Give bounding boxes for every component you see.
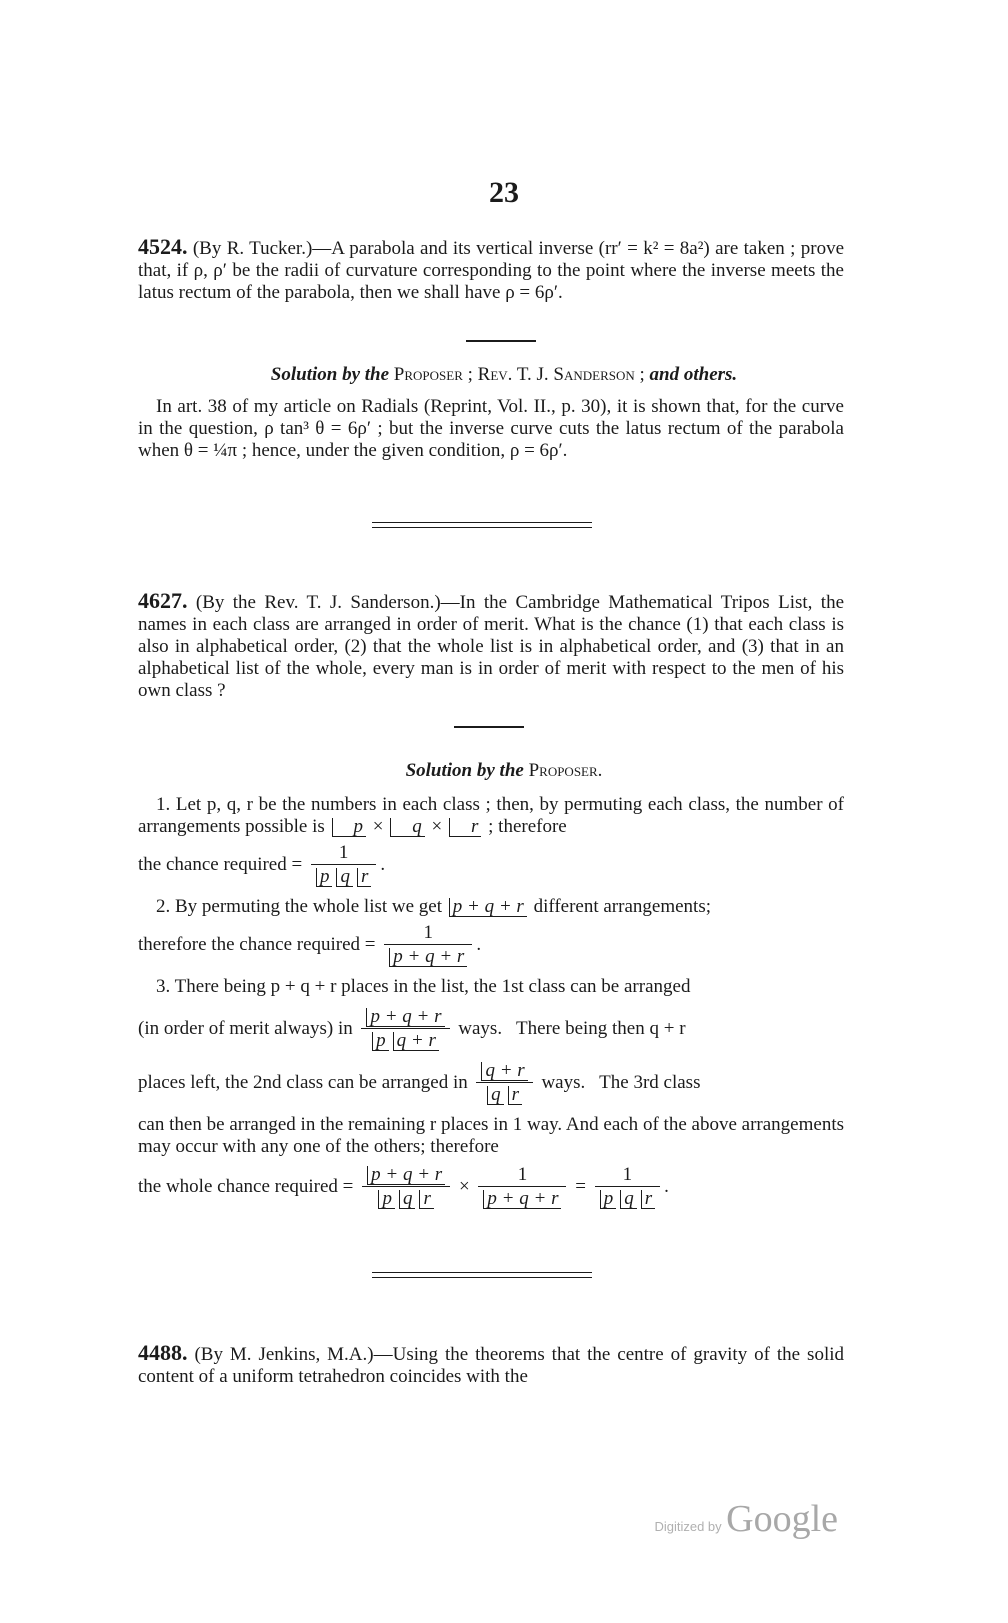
watermark-logo: Google xyxy=(726,1498,838,1540)
fraction: $\frac{1}{\text{p q r}}$ xyxy=(595,1164,660,1211)
solution-step-1: 1. Let p, q, r be the numbers in each class ; then, by permuting each class, the number of arrangements possible is p × q × r ; therefore xyxy=(138,794,844,837)
solution-title-4524: Solution by the Proposer ; Rev. T. J. Sanderson ; and others. xyxy=(270,364,738,385)
solution-step-3c: places left, the 2nd class can be arranged in $\frac{q + r}{\text{q r}}$ ways. The 3rd class xyxy=(138,1060,701,1105)
solution-text-4524: In art. 38 of my article on Radials (Reprint, Vol. II., p. 30), it is shown that, for the curve in the question, ρ tan³ θ = 6ρ′ ; but the inverse curve cuts the latus rectum of the parabola when θ = ¼π ; hence, under the given condition, ρ = 6ρ′. xyxy=(138,396,844,461)
double-rule xyxy=(372,1272,592,1278)
short-rule xyxy=(454,726,524,728)
double-rule xyxy=(372,522,592,528)
chance-1-line: the chance required = $\frac{1}{\text{p q r}}$ . xyxy=(138,842,386,887)
problem-number: 4524. xyxy=(138,234,188,259)
solution-step-3b: (in order of merit always) in $\frac{p + q + r}{\text{p q + r}}$ ways. There being then q + r xyxy=(138,1006,686,1051)
fraction: $\frac{p + q + r}{\text{p q r}}$ xyxy=(362,1164,450,1211)
fraction: $\frac{q + r}{\text{q r}}$ xyxy=(476,1060,532,1107)
watermark-small: Digitized by xyxy=(654,1519,722,1534)
solution-step-3d: can then be arranged in the remaining r places in 1 way. And each of the above arrangements may occur with any one of the others; therefore xyxy=(138,1114,844,1157)
problem-text: (By M. Jenkins, M.A.)—Using the theorems that the centre of gravity of the solid content of a uniform tetrahedron coincides with the xyxy=(138,1344,845,1387)
short-rule xyxy=(466,340,536,342)
chance-2-line: therefore the chance required = $\frac{1}{p + q + r}$ . xyxy=(138,922,482,967)
problem-4627 xyxy=(138,590,844,702)
problem-4524 xyxy=(138,236,844,304)
google-watermark xyxy=(654,1497,838,1541)
fraction: $\frac{p + q + r}{\text{p q + r}}$ xyxy=(361,1006,449,1053)
problem-number: 4627. xyxy=(138,588,188,613)
fraction: $\frac{1}{p + q + r}$ xyxy=(384,922,472,969)
fraction: $\frac{1}{\text{p q r}}$ xyxy=(311,842,376,889)
solution-step-3a: 3. There being p + q + r places in the list, the 1st class can be arranged xyxy=(156,976,691,997)
problem-4488 xyxy=(138,1342,844,1388)
solution-title-4627: Solution by the Proposer. xyxy=(405,760,603,781)
whole-chance-line: the whole chance required = $\frac{p + q + r}{\text{p q r}}$ × $\frac{1}{p + q + r}$ = $\frac{1}{\text{p q r}}$ . xyxy=(138,1164,669,1209)
problem-text: (By R. Tucker.)—A parabola and its vertical inverse (rr′ = k² = 8a²) are taken ; prove that, if ρ, ρ′ be the radii of curvature corresponding to the point where the inverse meets the latus rectum of the parabola, then we shall have ρ = 6ρ′. xyxy=(138,238,845,303)
problem-number: 4488. xyxy=(138,1340,188,1365)
solution-step-2: 2. By permuting the whole list we get p + q + r different arrangements; xyxy=(156,896,711,917)
problem-text: (By the Rev. T. J. Sanderson.)—In the Cambridge Mathematical Tripos List, the names in each class are arranged in order of merit. What is the chance (1) that each class is also in alphabetical order, (2) that the whole list is in alphabetical order, and (3) that in an alphabetical list of the whole, every man is in order of merit with respect to the men of his own class ? xyxy=(138,592,845,701)
page-number: 23 xyxy=(489,176,519,209)
fraction: $\frac{1}{p + q + r}$ xyxy=(478,1164,566,1211)
